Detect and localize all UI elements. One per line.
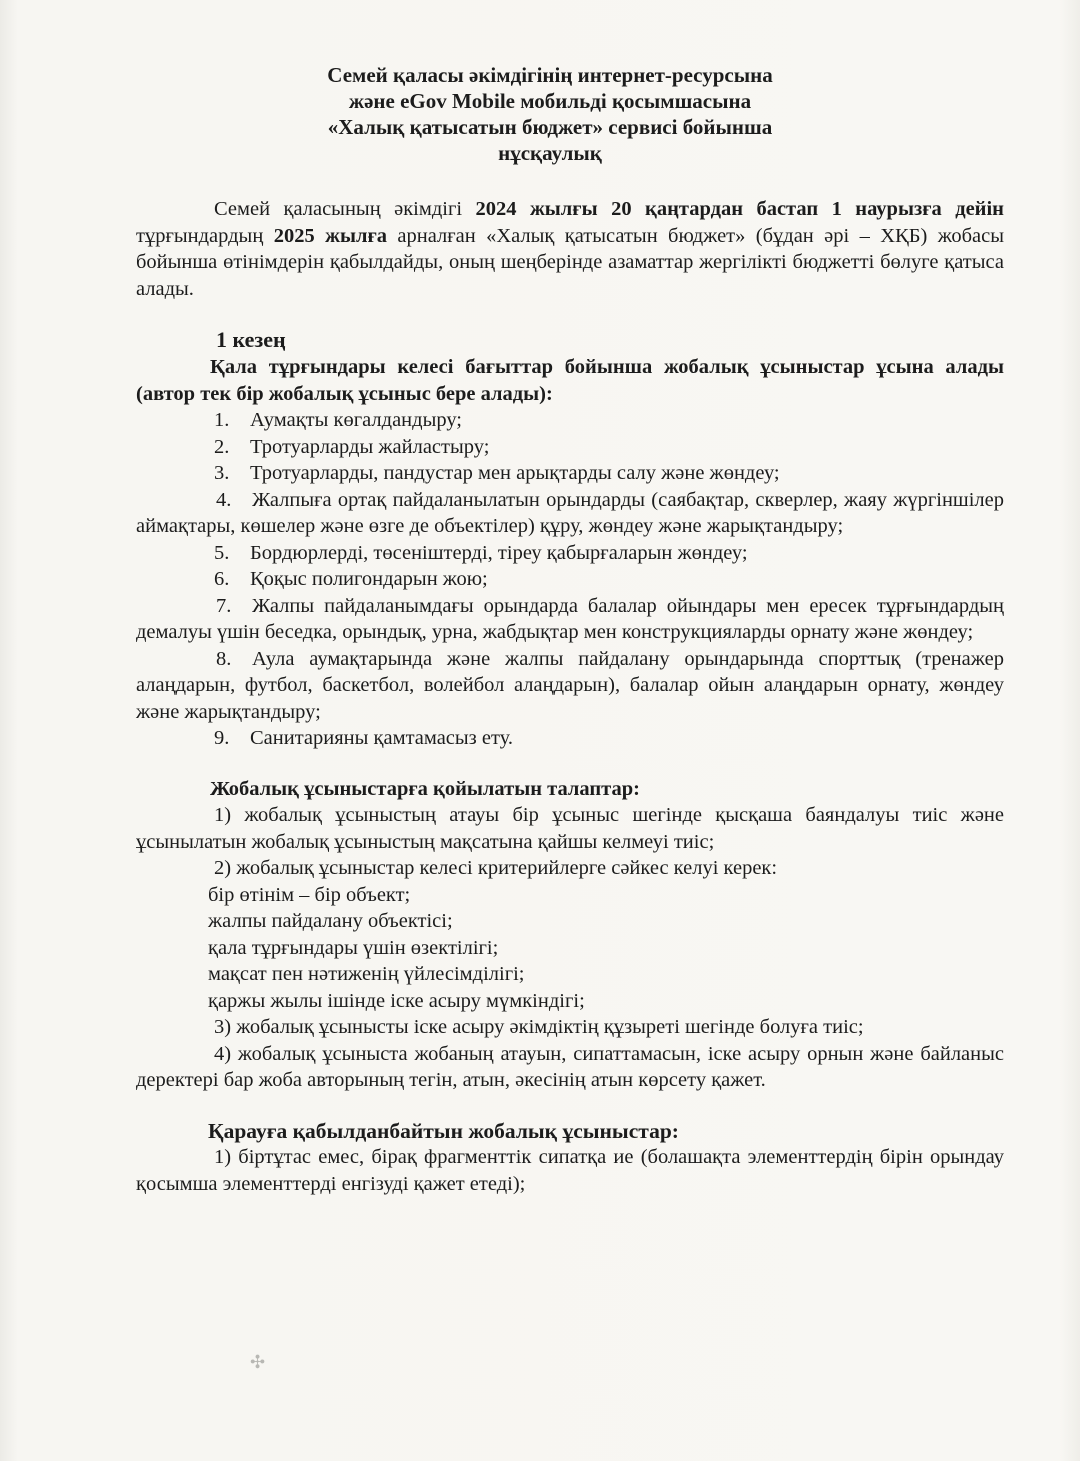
criterion-line: мақсат пен нәтиженің үйлесімділігі;	[208, 963, 525, 985]
document-title	[240, 62, 860, 166]
list-item	[136, 566, 1004, 593]
item-text: Жалпыға ортақ пайдаланылатын орындарды (саябақтар, скверлер, жаяу жүргіншілер аймақтары, көшелер және өзге де объектілер) құру, жөндеу және жарықтандыру;	[136, 488, 1004, 537]
item-number: 6.	[214, 568, 230, 590]
item-number: 7.	[216, 594, 232, 617]
criterion-line: қала тұрғындары үшін өзектілігі;	[208, 936, 499, 959]
list-item	[136, 487, 1004, 540]
criterion-line: қаржы жылы ішінде іске асыру мүмкіндігі;	[208, 989, 585, 1012]
requirement-paragraph: 1) жобалық ұсыныстың атауы бір ұсыныс шегінде қысқаша баяндалуы тиіс және ұсынылатын жобалық ұсыныстың мақсатына қайшы келмеуі тиіс;	[136, 804, 1004, 853]
list-item	[136, 540, 1004, 567]
item-number: 8.	[216, 647, 232, 670]
intro-text: тұрғындардың	[136, 224, 274, 247]
list-item	[136, 407, 1004, 434]
intro-text: Семей қаласының әкімдігі	[214, 198, 476, 220]
scan-smudge-icon: ✣	[250, 1352, 266, 1372]
item-text: Бордюрлерді, төсеніштерді, тіреу қабырғаларын жөндеу;	[250, 541, 748, 564]
item-number: 2.	[214, 435, 230, 458]
intro-year: 2025 жылға	[273, 224, 388, 247]
item-text: Жалпы пайдаланымдағы орындарда балалар ойындары мен ересек тұрғындардың демалуы үшін беседка, орындық, урна, жабдықтар мен конструкцияларды орнату және жөндеу;	[136, 594, 1004, 643]
item-text: Аумақты көгалдандыру;	[250, 409, 462, 431]
list-item	[136, 460, 1004, 487]
rejected-paragraph: 1) біртұтас емес, бірақ фрагменттік сипатқа ие (болашақта элементтердің бірін орындау қосымша элементтерді енгізуді қажет етеді);	[136, 1146, 1004, 1195]
title-line: және eGov Mobile мобильді қосымшасына	[348, 89, 752, 113]
requirement-paragraph: 3) жобалық ұсынысты іске асыру әкімдіктің құзыреті шегінде болуға тиіс;	[214, 1016, 864, 1038]
directions-list	[136, 407, 1004, 752]
item-number: 5.	[214, 541, 230, 564]
stage-heading: 1 кезең	[216, 327, 286, 352]
list-item	[136, 593, 1004, 646]
item-number: 3.	[214, 462, 230, 484]
intro-paragraph	[136, 196, 1004, 302]
item-text: Тротуарларды жайластыру;	[250, 435, 490, 458]
item-text: Тротуарларды, пандустар мен арықтарды салу және жөндеу;	[250, 462, 780, 484]
list-item	[136, 434, 1004, 461]
list-item	[136, 725, 1004, 752]
requirement-paragraph: 4) жобалық ұсыныста жобаның атауын, сипаттамасын, іске асыру орнын және байланыс деректері бар жоба авторының тегін, атын, әкесінің атын көрсету қажет.	[136, 1042, 1004, 1091]
stage-lead: Қала тұрғындары келесі бағыттар бойынша жобалық ұсыныстар ұсына алады (автор тек бір жобалық ұсыныс бере алады):	[136, 356, 1004, 405]
item-text: Қоқыс полигондарын жою;	[250, 568, 488, 590]
item-number: 1.	[214, 409, 230, 431]
title-line: нұсқаулық	[498, 141, 602, 165]
intro-text: арналған «Халық қатысатын бюджет» (бұдан әрі – ХҚБ) жобасы бойынша өтінімдерін қабылдайды, оның шеңберінде азаматтар жергілікті бюджетті бөлуге қатыса алады.	[136, 224, 1004, 300]
criterion-line: жалпы пайдалану объектісі;	[208, 910, 453, 932]
document-body	[136, 196, 1004, 1197]
rejected-heading: Қарауға қабылданбайтын жобалық ұсыныстар:	[208, 1118, 679, 1143]
requirement-paragraph: 2) жобалық ұсыныстар келесі критерийлерге сәйкес келуі керек:	[214, 857, 778, 879]
title-line: Семей қаласы әкімдігінің интернет-ресурсына	[327, 63, 773, 87]
item-number: 9.	[214, 727, 230, 749]
item-text: Санитарияны қамтамасыз ету.	[250, 727, 514, 749]
item-number: 4.	[216, 488, 232, 511]
requirements-heading: Жобалық ұсыныстарға қойылатын талаптар:	[210, 777, 640, 800]
title-line: «Халық қатысатын бюджет» сервисі бойынша	[327, 115, 773, 139]
list-item	[136, 646, 1004, 726]
intro-date-range: 2024 жылғы 20 қаңтардан бастап 1 наурызға дейін	[475, 198, 1004, 220]
item-text: Аула аумақтарында және жалпы пайдалану орындарында спорттық (тренажер алаңдарын, футбол, баскетбол, волейбол алаңдарын), балалар ойын алаңдарын орнату, жөндеу және жарықтандыру;	[136, 647, 1004, 723]
criterion-line: бір өтінім – бір объект;	[208, 883, 411, 906]
